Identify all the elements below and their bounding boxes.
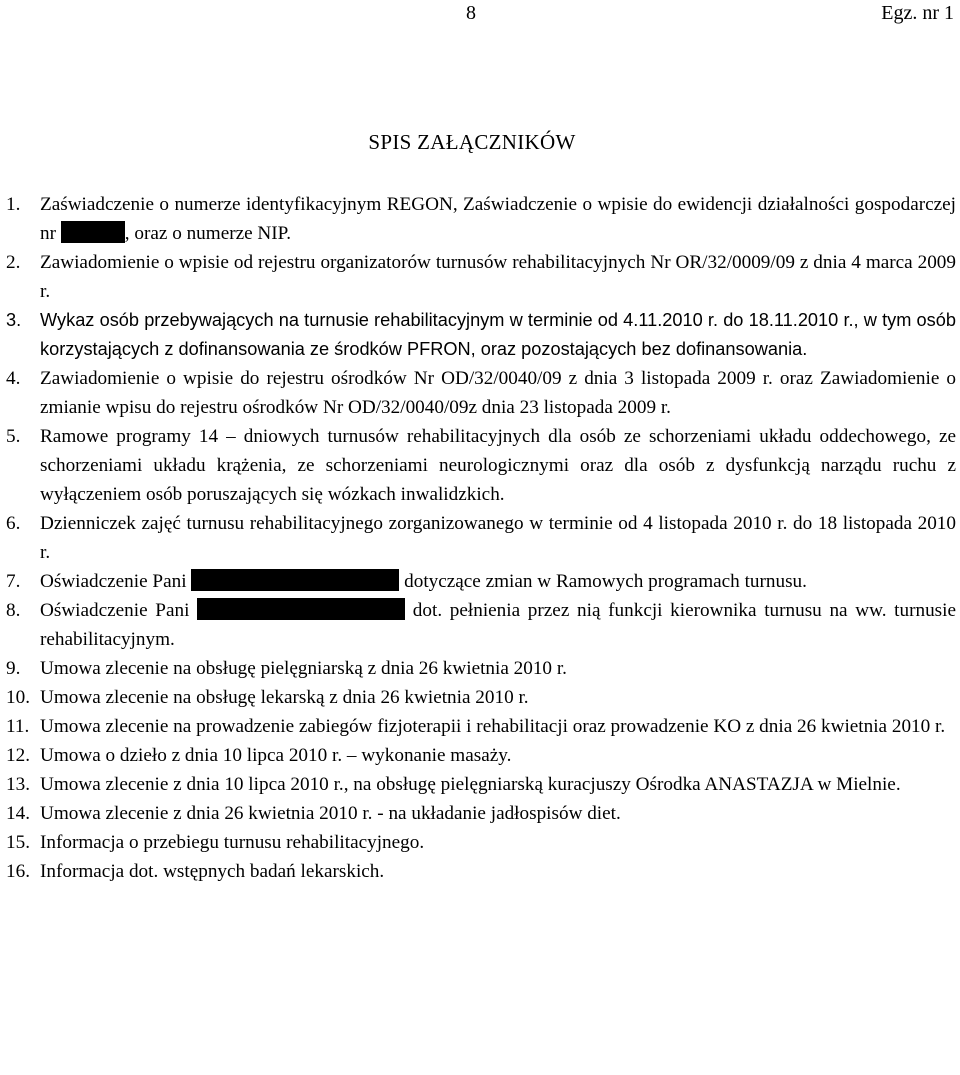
item-number: 13. <box>6 774 30 795</box>
item-number: 10. <box>6 687 30 708</box>
item-text: Wykaz osób przebywających na turnusie rehabilitacyjnym w terminie od 4.11.2010 r. do 18.11.2010 r., w tym osób korzystających z dofinansowania ze środków PFRON, oraz pozostających bez dofinansowania. <box>40 310 956 359</box>
copy-number: Egz. nr 1 <box>881 2 954 24</box>
item-text: Dzienniczek zajęć turnusu rehabilitacyjnego zorganizowanego w terminie od 4 listopada 2010 r. do 18 listopada 2010 r. <box>40 513 956 563</box>
item-number: 12. <box>6 745 30 766</box>
item-number: 2. <box>6 252 21 273</box>
item-text: Umowa zlecenie z dnia 10 lipca 2010 r., na obsługę pielęgniarską kuracjuszy Ośrodka ANASTAZJA w Mielnie. <box>40 774 901 795</box>
list-item <box>6 683 956 712</box>
item-number: 1. <box>6 194 21 215</box>
list-item <box>6 596 956 654</box>
item-number: 9. <box>6 658 21 679</box>
item-text: Zawiadomienie o wpisie od rejestru organizatorów turnusów rehabilitacyjnych Nr OR/32/0009/09 z dnia 4 marca 2009 r. <box>40 252 956 302</box>
page-header <box>0 2 960 32</box>
list-item <box>6 248 956 306</box>
list-item <box>6 857 956 886</box>
redaction-block <box>197 598 405 620</box>
item-number: 16. <box>6 861 30 882</box>
item-text-part: , oraz o numerze NIP. <box>124 223 292 244</box>
list-item <box>6 799 956 828</box>
item-number: 14. <box>6 803 30 824</box>
list-item <box>6 422 956 509</box>
list-item <box>6 712 956 741</box>
item-text: Umowa o dzieło z dnia 10 lipca 2010 r. – wykonanie masaży. <box>40 745 512 766</box>
page-number: 8 <box>466 2 476 24</box>
item-text-part: Zaświadczenie o numerze identyfikacyjnym REGON, Zaświadczenie o wpisie do ewidencji działalności gospodarczej nr <box>40 194 956 244</box>
attachment-list <box>6 190 956 886</box>
item-number: 11. <box>6 716 30 737</box>
item-text: Zawiadomienie o wpisie do rejestru ośrodków Nr OD/32/0040/09 z dnia 3 listopada 2009 r. oraz Zawiadomienie o zmianie wpisu do rejestru ośrodków Nr OD/32/0040/09z dnia 23 listopada 2009 r. <box>40 368 956 418</box>
item-number: 15. <box>6 832 30 853</box>
list-item <box>6 190 956 248</box>
item-number: 6. <box>6 513 21 534</box>
redaction-block <box>61 221 125 243</box>
item-text: Informacja dot. wstępnych badań lekarskich. <box>40 861 385 882</box>
list-item <box>6 828 956 857</box>
list-item <box>6 306 956 364</box>
list-item <box>6 364 956 422</box>
item-text: Ramowe programy 14 – dniowych turnusów rehabilitacyjnych dla osób ze schorzeniami układu oddechowego, ze schorzeniami układu krążenia, ze schorzeniami neurologicznymi oraz dla osób z dysfunkcją narządu ruchu z wyłączeniem osób poruszających się wózkach inwalidzkich. <box>40 426 956 505</box>
redaction-block <box>191 569 399 591</box>
list-item <box>6 509 956 567</box>
item-text: Umowa zlecenie na obsługę lekarską z dnia 26 kwietnia 2010 r. <box>40 687 529 708</box>
item-text <box>40 190 956 248</box>
list-item <box>6 770 956 799</box>
item-text: Umowa zlecenie na prowadzenie zabiegów fizjoterapii i rehabilitacji oraz prowadzenie KO z dnia 26 kwietnia 2010 r. <box>40 716 946 737</box>
item-text: Informacja o przebiegu turnusu rehabilitacyjnego. <box>40 832 425 853</box>
item-text: Umowa zlecenie na obsługę pielęgniarską z dnia 26 kwietnia 2010 r. <box>40 658 567 679</box>
item-text <box>40 567 956 596</box>
list-item <box>6 654 956 683</box>
item-text-part: dot. pełnienia przez nią funkcji kierownika turnusu na ww. turnusie rehabilitacyjnym. <box>40 600 956 650</box>
item-text <box>40 596 956 654</box>
item-text: Umowa zlecenie z dnia 26 kwietnia 2010 r. - na układanie jadłospisów diet. <box>40 803 621 824</box>
item-number: 3. <box>6 310 22 330</box>
item-number: 7. <box>6 571 21 592</box>
item-text-part: dotyczące zmian w Ramowych programach turnusu. <box>399 571 807 592</box>
item-text-part: Oświadczenie Pani <box>40 600 198 621</box>
item-number: 5. <box>6 426 21 447</box>
item-number: 8. <box>6 600 21 621</box>
document-title: SPIS ZAŁĄCZNIKÓW <box>368 130 576 154</box>
item-text-part: Oświadczenie Pani <box>40 571 192 592</box>
item-number: 4. <box>6 368 21 389</box>
list-item <box>6 741 956 770</box>
list-item <box>6 567 956 596</box>
